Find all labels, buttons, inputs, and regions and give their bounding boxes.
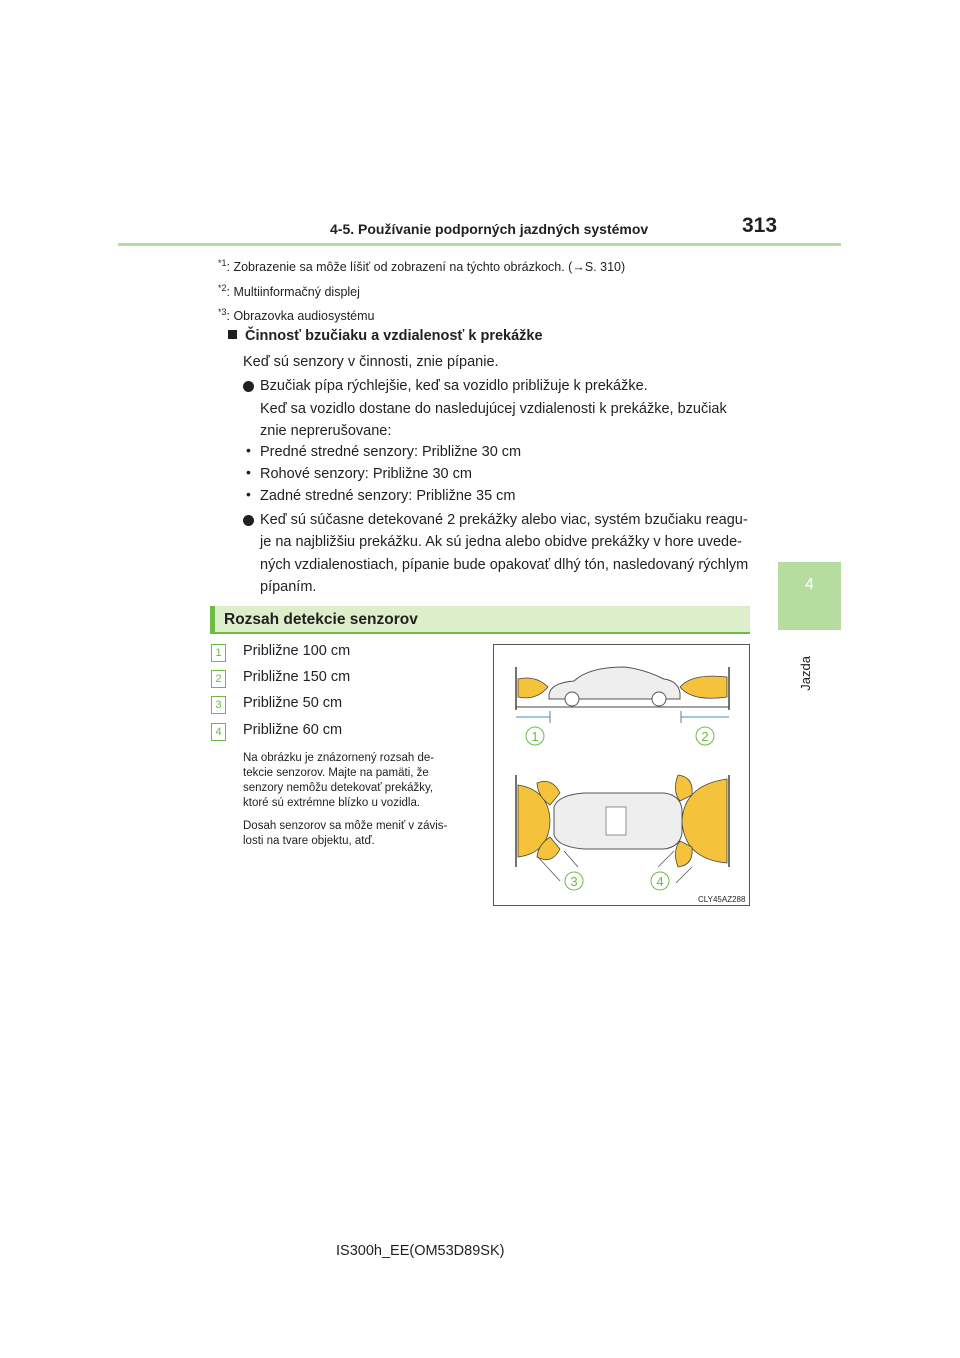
footer-doc-code: IS300h_EE(OM53D89SK) [336, 1243, 505, 1259]
buzzer-heading: Činnosť bzučiaku a vzdialenosť k prekážke [228, 328, 543, 344]
callout-4: 4 [656, 874, 664, 889]
number-badge-3: 3 [211, 696, 226, 714]
bullet-1-line-3: znie neprerušovane: [260, 423, 392, 439]
footnote-1: $^{*1}$: Zobrazenie sa môže líšiť od zobrazení na týchto obrázkoch. (→S. 310) [218, 258, 626, 275]
footnote-2: $^{*2}$: Multiinformačný displej [218, 283, 360, 300]
range-item-1: Približne 100 cm [243, 643, 351, 659]
number-badge-2: 2 [211, 670, 226, 688]
sub-item: Zadné stredné senzory: Približne 35 cm [260, 488, 516, 504]
rear-zone-side [680, 676, 727, 698]
bullet-2-line-4: pípaním. [260, 579, 317, 595]
diagram-code: CLY45AZ288 [698, 895, 746, 904]
bullet-1-line-1: Bzučiak pípa rýchlejšie, keď sa vozidlo približuje k prekážke. [260, 378, 648, 394]
sub-bullet-icon: • [246, 464, 251, 480]
sub-bullet-icon: • [246, 442, 251, 458]
chapter-name: Jazda [798, 656, 813, 691]
number-badge-4: 4 [211, 723, 226, 741]
chapter-number: 4 [805, 576, 814, 593]
number-badge-1: 1 [211, 644, 226, 662]
sub-bullet-icon: • [246, 486, 251, 502]
range-heading: Rozsah detekcie senzorov [224, 611, 418, 628]
note-1: Na obrázku je znázornený rozsah de- tekcie senzorov. Majte na pamäti, že senzory nemôžu detekovať prekážky, ktoré sú extrémne blízko u vozidla. [243, 752, 435, 809]
sensor-range-illustration [494, 645, 749, 905]
header-divider [118, 243, 841, 246]
page-number: 313 [742, 214, 778, 237]
callout-3: 3 [570, 874, 578, 889]
footnote-3: $^{*3}$: Obrazovka audiosystému [218, 307, 375, 324]
range-item-3: Približne 50 cm [243, 695, 343, 711]
square-bullet-icon [228, 330, 237, 339]
front-zone-side [518, 678, 548, 698]
bullet-icon [243, 515, 254, 526]
callout-2: 2 [701, 729, 709, 744]
bullet-2-line-1: Keď sú súčasne detekované 2 prekážky alebo viac, systém bzučiaku reagu- [260, 512, 748, 528]
sub-item: Rohové senzory: Približne 30 cm [260, 466, 472, 482]
range-item-4: Približne 60 cm [243, 722, 343, 738]
bullet-1-line-2: Keď sa vozidlo dostane do nasledujúcej vzdialenosti k prekážke, bzučiak [260, 401, 727, 417]
range-heading-underline [210, 632, 750, 634]
callout-1: 1 [531, 729, 539, 744]
chapter-tab [778, 562, 841, 630]
bullet-icon [243, 381, 254, 392]
buzzer-intro: Keď sú senzory v činnosti, znie pípanie. [243, 354, 499, 370]
range-item-2: Približne 150 cm [243, 669, 351, 685]
sub-item: Predné stredné senzory: Približne 30 cm [260, 444, 522, 460]
section-title: 4-5. Používanie podporných jazdných systémov [330, 221, 649, 237]
note-2: Dosah senzorov sa môže meniť v závis- losti na tvare objektu, atď. [243, 820, 448, 847]
sensor-range-diagram [493, 644, 750, 906]
bullet-2-line-3: ných vzdialenostiach, pípanie bude opakovať dlhý tón, nasledovaný rýchlym [260, 557, 749, 573]
bullet-2-line-2: je na najbližšiu prekážku. Ak sú jedna alebo obidve prekážky v hore uvede- [260, 534, 743, 550]
